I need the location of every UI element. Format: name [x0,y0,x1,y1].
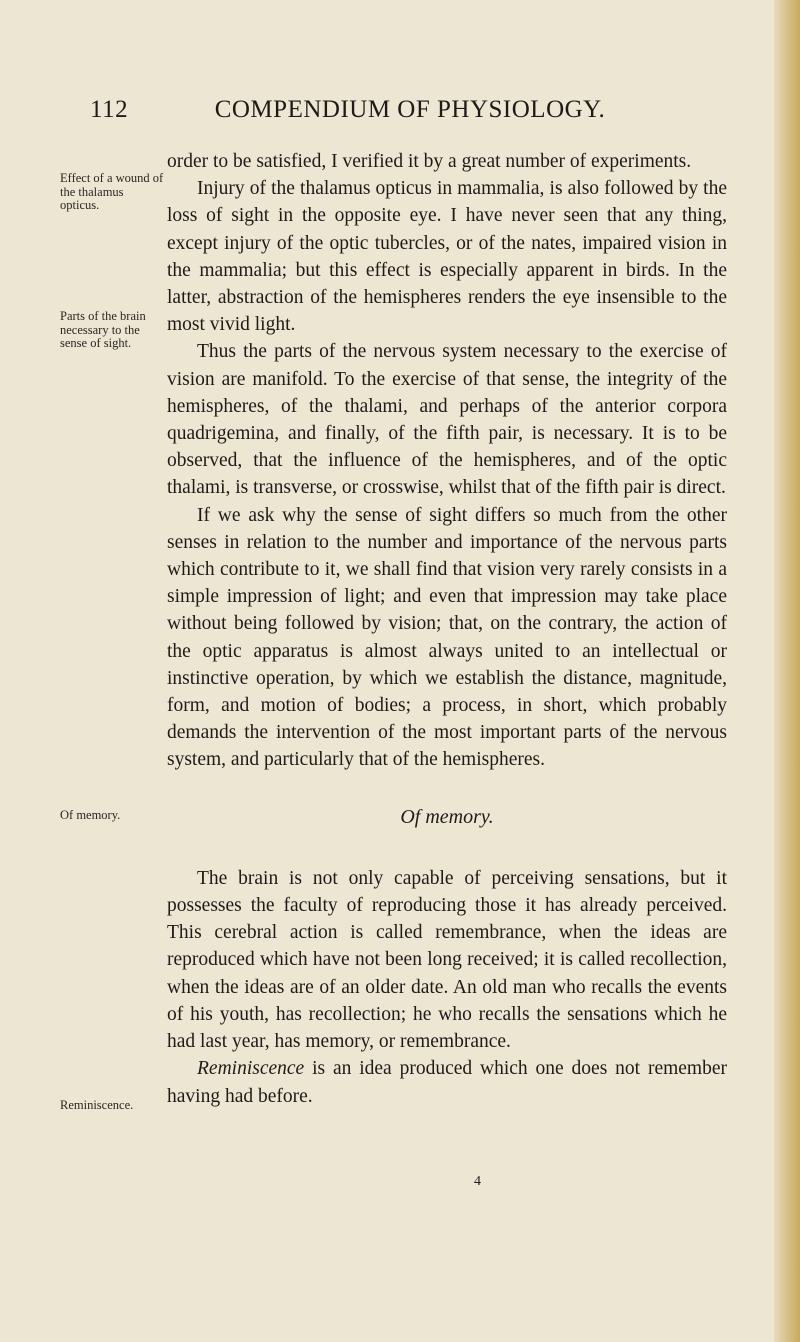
margin-note-thalamus: Effect of a wound of the thalamus opticus. [60,171,164,212]
paragraph: If we ask why the sense of sight differs so much from the other senses in relation to the number and importance of the nervous parts which contribute to it, we shall find that vision very rarely consists in a simple impression of light; and even that impression may take place without being followed by vision; that, on the contrary, the action of the optic apparatus is almost always united to an intellectual or instinctive operation, by which we establish the distance, magnitude, form, and motion of bodies; a process, in short, which probably demands the intervention of the most important parts of the nervous system, and particularly that of the hemispheres. [167,504,727,771]
margin-note-brain-parts: Parts of the brain necessary to the sense of sight. [60,309,146,350]
paragraph-rest: is an idea produced which one does not remember having had before. [167,1058,727,1107]
page-edge [774,0,800,1342]
term-reminiscence: Reminiscence [197,1058,305,1080]
page-number: 112 [90,96,129,123]
page-header [90,96,730,132]
running-title: COMPENDIUM OF PHYSIOLOGY. [214,96,606,123]
section-heading: Of memory. [400,805,494,828]
paragraph [167,1055,727,1109]
margin-note-memory: Of memory. [60,808,121,822]
paragraph: Thus the parts of the nervous system necessary to the exercise of vision are manifold. To the exercise of that sense, the integrity of the hemispheres, of the thalami, and perhaps of the anterior corpora quadrigemina, and finally, of the fifth pair, is necessary. It is to be observed, that the influence of the hemispheres, and of the optic thalami, is transverse, or crosswise, whilst that of the fifth pair is direct. [167,341,727,499]
margin-note-reminiscence: Reminiscence. [60,1098,134,1112]
paragraph: order to be satisfied, I verified it by a great number of experiments. [167,151,692,172]
paragraph: Injury of the thalamus opticus in mammalia, is also followed by the loss of sight in the opposite eye. I have never seen that any thing, except injury of the optic tubercles, or of the nates, impaired vision in the mammalia; but this effect is especially apparent in birds. In the latter, abstraction of the hemispheres renders the eye insensible to the most vivid light. [167,178,727,336]
signature-mark: 4 [474,1174,481,1189]
body-text [167,148,727,1110]
paragraph: The brain is not only capable of perceiving sensations, but it possesses the faculty of reproducing those it has already perceived. This cerebral action is called remembrance, when the ideas are reproduced which have not been long received; it is called recollection, when the ideas are of an older date. An old man who recalls the events of his youth, has recollection; he who recalls the sensations which he had last year, has memory, or remembrance. [167,867,727,1053]
